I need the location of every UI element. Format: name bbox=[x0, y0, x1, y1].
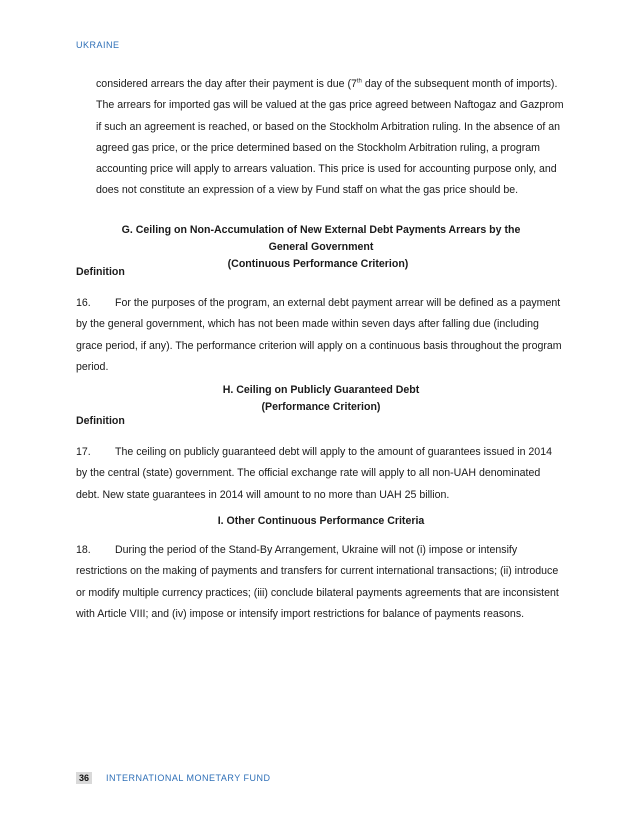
paragraph-number: 17. bbox=[76, 446, 91, 458]
section-g-subtitle: (Continuous Performance Criterion) bbox=[227, 258, 409, 270]
para-rest: imports). The arrears for imported gas will be valued at the gas price agreed between Naftogaz and Gazprom if such an agreement is reached, or based on the Stockholm Arbitration ruling. In the absence of an agreed gas price, or the price determined based on the Stockholm Arbitration ruling, a program accounting price will apply to arrears valuation. This price is used for accounting purpose only, and does not constitute an expression of a view by Fund staff on what the gas price should be. bbox=[96, 78, 564, 197]
paragraph-text: During the period of the Stand-By Arrangement, Ukraine will not (i) impose or intensify restrictions on the making of payments and transfers for current international transactions; (ii) introduce or modify multiple currency practices; (iii) conclude bilateral payments agreements that are inconsistent with Article VIII; and (iv) impose or intensify import restrictions for balance of payments reasons. bbox=[76, 544, 559, 620]
footer-organization: INTERNATIONAL MONETARY FUND bbox=[106, 773, 271, 783]
footnote-superscript: th bbox=[356, 78, 362, 85]
continued-paragraph bbox=[96, 74, 566, 202]
section-h-heading bbox=[76, 382, 566, 416]
paragraph-16 bbox=[76, 293, 566, 378]
section-h-title: H. Ceiling on Publicly Guaranteed Debt bbox=[222, 384, 420, 396]
section-i-heading bbox=[76, 513, 566, 530]
section-i-title: I. Other Continuous Performance Criteria bbox=[217, 515, 425, 527]
paragraph-number: 16. bbox=[76, 297, 91, 309]
page-footer bbox=[76, 772, 271, 784]
para-line1-start: considered arrears the day after their payment is due (7 bbox=[96, 78, 357, 90]
section-g-title-line2: General Government bbox=[268, 241, 374, 253]
running-header: UKRAINE bbox=[76, 40, 120, 50]
para-line1-end: day of the subsequent month of bbox=[361, 78, 514, 90]
section-h-definition-label: Definition bbox=[76, 415, 125, 427]
page-number: 36 bbox=[76, 772, 92, 784]
section-h-subtitle: (Performance Criterion) bbox=[261, 401, 381, 413]
paragraph-number: 18. bbox=[76, 544, 91, 556]
section-g-heading bbox=[76, 222, 566, 273]
paragraph-text: For the purposes of the program, an external debt payment arrear will be defined as a payment by the general government, which has not been made within seven days after falling due (including grace period, if any). The performance criterion will apply on a continuous basis throughout the program period. bbox=[76, 297, 562, 373]
paragraph-17 bbox=[76, 442, 566, 506]
paragraph-text: The ceiling on publicly guaranteed debt will apply to the amount of guarantees issued in 2014 by the central (state) government. The official exchange rate will apply to all non-UAH denominated debt. New state guarantees in 2014 will amount to no more than UAH 25 billion. bbox=[76, 446, 552, 501]
paragraph-18 bbox=[76, 540, 566, 625]
section-g-definition-label: Definition bbox=[76, 266, 125, 278]
section-g-title-line1: G. Ceiling on Non-Accumulation of New External Debt Payments Arrears by the bbox=[121, 224, 521, 236]
